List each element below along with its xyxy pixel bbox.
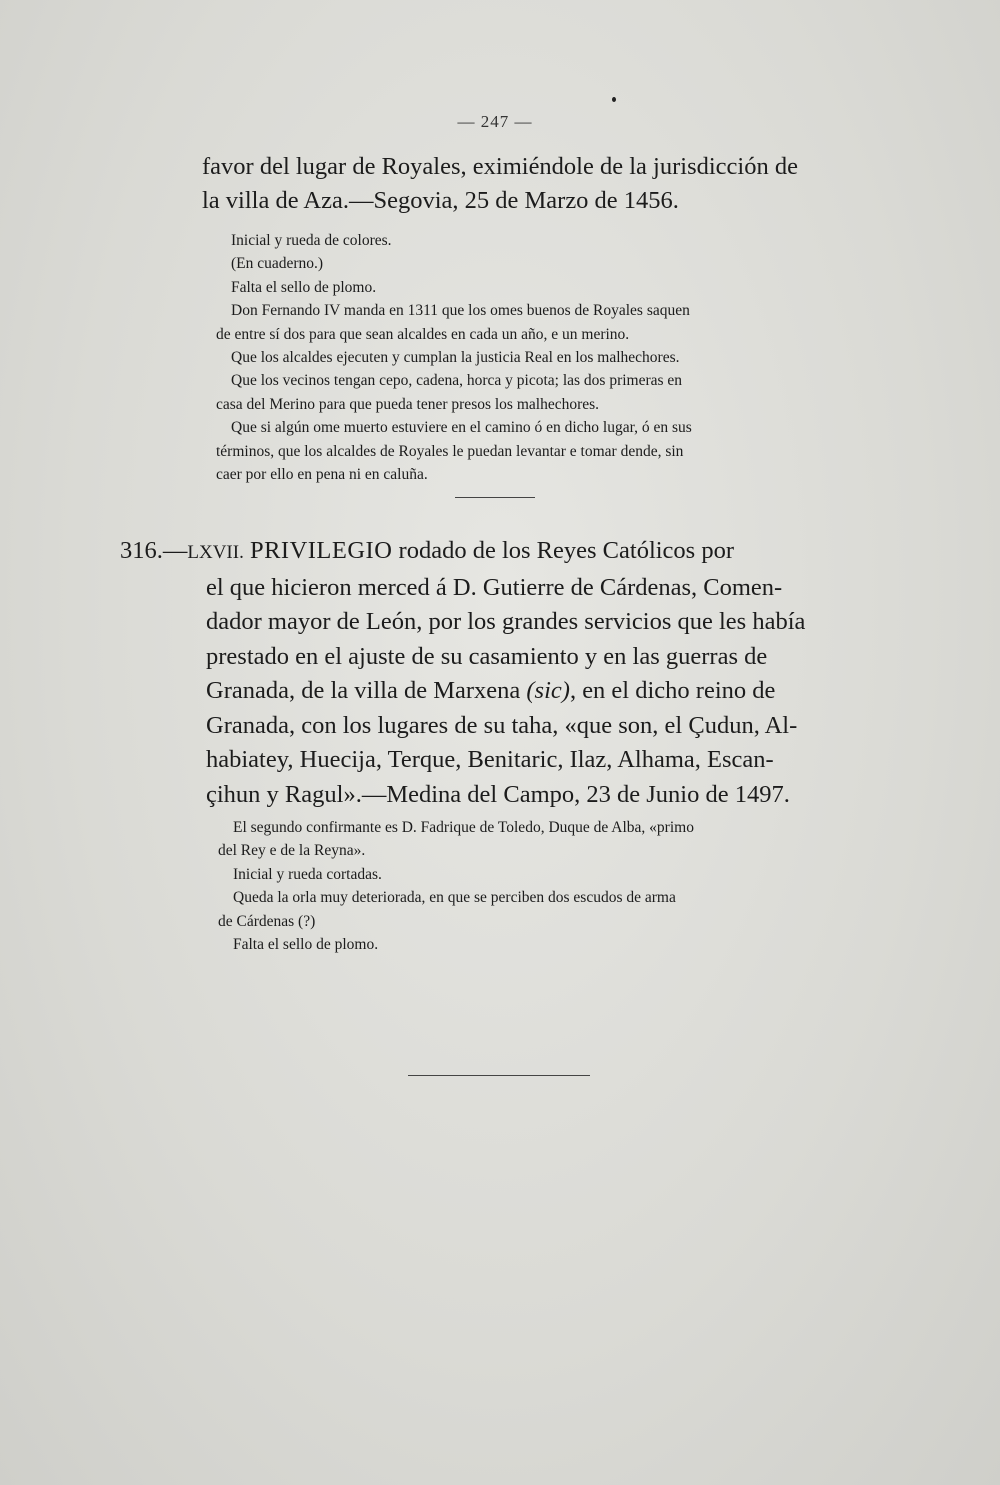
note-line: Falta el sello de plomo. <box>233 936 379 954</box>
text-line-with-sic <box>120 674 865 709</box>
note-line: de entre sí dos para que sean alcaldes en cada un año, e un merino. <box>216 325 630 343</box>
entry-316 <box>120 534 865 812</box>
previous-entry-notes <box>216 229 861 486</box>
note-line: El segundo confirmante es D. Fadrique de Toledo, Duque de Alba, «primo <box>233 819 694 836</box>
note-line: caer por ello en pena ni en caluña. <box>216 466 428 484</box>
ink-speck <box>612 97 616 102</box>
note-line: Falta el sello de plomo. <box>231 278 377 296</box>
text-line: la villa de Aza.—Segovia, 25 de Marzo de 1456. <box>202 187 679 214</box>
note-line: de Cárdenas (?) <box>218 912 316 930</box>
sic-annotation: (sic) <box>526 677 570 704</box>
previous-entry-text <box>202 150 857 218</box>
note-line: (En cuaderno.) <box>231 255 324 273</box>
text-line: çihun y Ragul».—Medina del Campo, 23 de Junio de 1497. <box>206 780 790 808</box>
end-divider <box>408 1075 590 1076</box>
note-line: Inicial y rueda cortadas. <box>233 865 382 883</box>
entry-316-notes <box>218 816 863 956</box>
section-divider <box>455 497 535 498</box>
note-line: términos, que los alcaldes de Royales le puedan levantar e tomar dende, sin <box>216 442 684 460</box>
note-line: Que los alcaldes ejecuten y cumplan la justicia Real en los malhechores. <box>231 349 680 367</box>
text-line: dador mayor de León, por los grandes servicios que les había <box>206 608 806 635</box>
text-segment: , en el dicho reino de <box>569 677 776 704</box>
page-number: — 247 — <box>457 112 533 131</box>
entry-title-word: PRIVILEGIO <box>249 537 393 564</box>
note-line: del Rey e de la Reyna». <box>218 842 366 860</box>
entry-roman-numeral: LXVII. <box>187 542 244 563</box>
note-line: Que si algún ome muerto estuviere en el camino ó en dicho lugar, ó en sus <box>231 419 692 437</box>
note-line: Que los vecinos tengan cepo, cadena, horca y picota; las dos primeras en <box>231 372 683 390</box>
text-segment: Granada, de la villa de Marxena <box>206 677 527 704</box>
text-line: rodado de los Reyes Católicos por <box>398 537 734 564</box>
note-line: Inicial y rueda de colores. <box>231 232 392 249</box>
entry-heading-line <box>120 534 865 571</box>
text-line: favor del lugar de Royales, eximiéndole de la jurisdicción de <box>202 153 798 180</box>
note-line: Don Fernando IV manda en 1311 que los omes buenos de Royales saquen <box>231 302 690 320</box>
text-line: prestado en el ajuste de su casamiento y en las guerras de <box>206 642 768 670</box>
text-line: habiatey, Huecija, Terque, Benitaric, Ilaz, Alhama, Escan- <box>206 746 774 773</box>
note-line: casa del Merino para que pueda tener presos los malhechores. <box>216 395 600 413</box>
text-line: el que hicieron merced á D. Gutierre de Cárdenas, Comen- <box>206 573 783 601</box>
note-line: Queda la orla muy deteriorada, en que se perciben dos escudos de arma <box>233 889 676 907</box>
text-line: Granada, con los lugares de su taha, «que son, el Çudun, Al- <box>206 711 798 739</box>
entry-number: 316.— <box>120 537 188 564</box>
